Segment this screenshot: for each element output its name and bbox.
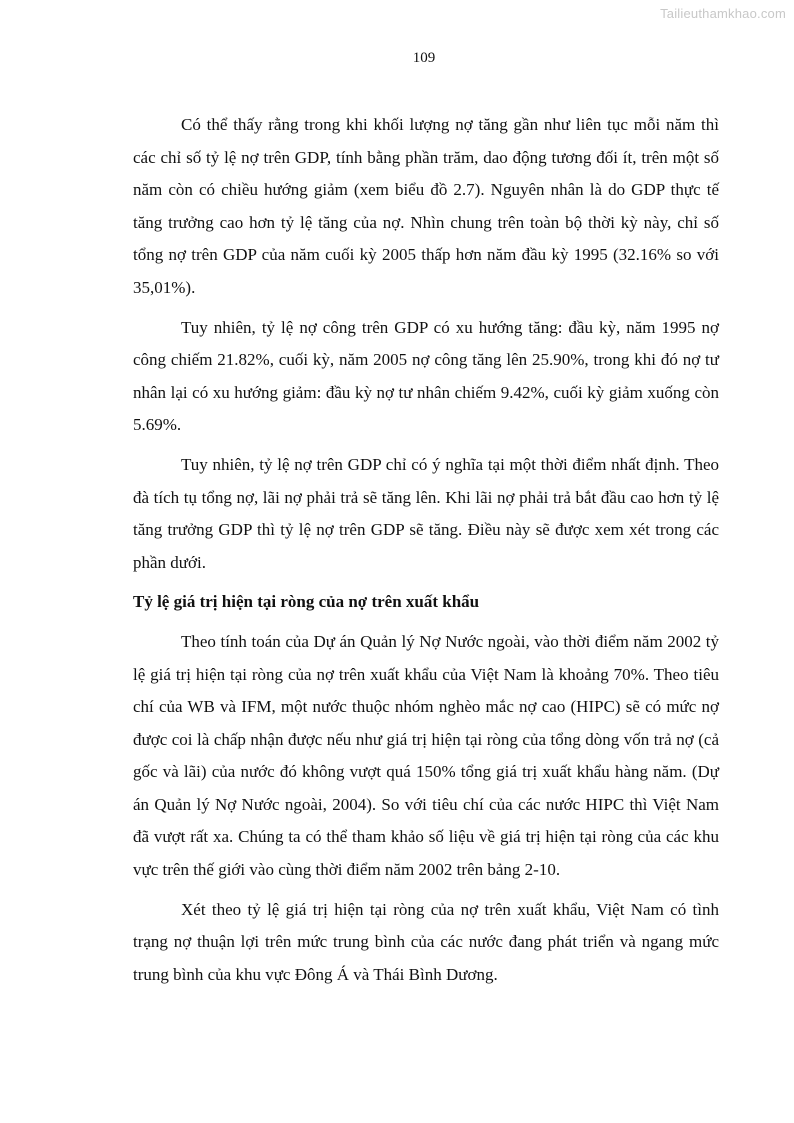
paragraph-public-private-debt: Tuy nhiên, tỷ lệ nợ công trên GDP có xu hướng tăng: đầu kỳ, năm 1995 nợ công chiếm 21.82%, cuối kỳ, năm 2005 nợ công tăng lên 25.90%, trong khi đó nợ tư nhân lại có xu hướng giảm: đầu kỳ nợ tư nhân chiếm 9.42%, cuối kỳ giảm xuống còn 5.69%. xyxy=(133,317,719,435)
paragraph-interest-growth: Tuy nhiên, tỷ lệ nợ trên GDP chỉ có ý nghĩa tại một thời điểm nhất định. Theo đà tích tụ tổng nợ, lãi nợ phải trả sẽ tăng lên. Khi lãi nợ phải trả bắt đầu cao hơn tỷ lệ tăng trưởng GDP thì tỷ lệ nợ trên GDP sẽ tăng. Điều này sẽ được xem xét trong các phần dưới. xyxy=(133,454,719,572)
document-body xyxy=(133,109,719,998)
section-heading: Tỷ lệ giá trị hiện tại ròng của nợ trên xuất khẩu xyxy=(133,592,480,612)
paragraph-npv-export-ratio: Theo tính toán của Dự án Quản lý Nợ Nước ngoài, vào thời điểm năm 2002 tỷ lệ giá trị hiện tại ròng của nợ trên xuất khẩu của Việt Nam là khoảng 70%. Theo tiêu chí của WB và IFM, một nước thuộc nhóm nghèo mắc nợ cao (HIPC) sẽ có mức nợ được coi là chấp nhận được nếu như giá trị hiện tại ròng của tổng dòng vốn trả nợ (cả gốc và lãi) của nước đó không vượt quá 150% tổng giá trị xuất khẩu hàng năm. (Dự án Quản lý Nợ Nước ngoài, 2004). So với tiêu chí của các nước HIPC thì Việt Nam đã vượt rất xa. Chúng ta có thể tham khảo số liệu về giá trị hiện tại ròng của các khu vực trên thế giới vào cùng thời điểm năm 2002 trên bảng 2-10. xyxy=(133,631,719,880)
watermark: Tailieuthamkhao.com xyxy=(660,6,786,21)
paragraph-vietnam-position: Xét theo tỷ lệ giá trị hiện tại ròng của nợ trên xuất khẩu, Việt Nam có tình trạng nợ thuận lợi trên mức trung bình của các nước đang phát triển và ngang mức trung bình của khu vực Đông Á và Thái Bình Dương. xyxy=(133,899,719,984)
paragraph-debt-gdp-trend: Có thể thấy rằng trong khi khối lượng nợ tăng gần như liên tục mỗi năm thì các chỉ số tỷ lệ nợ trên GDP, tính bằng phần trăm, dao động tương đối ít, trên một số năm còn có chiều hướng giảm (xem biểu đồ 2.7). Nguyên nhân là do GDP thực tế tăng trưởng cao hơn tỷ lệ tăng của nợ. Nhìn chung trên toàn bộ thời kỳ này, chỉ số tổng nợ trên GDP của năm cuối kỳ 2005 thấp hơn năm đầu kỳ 1995 (32.16% so với 35,01%). xyxy=(133,115,719,297)
page-number: 109 xyxy=(412,50,436,66)
